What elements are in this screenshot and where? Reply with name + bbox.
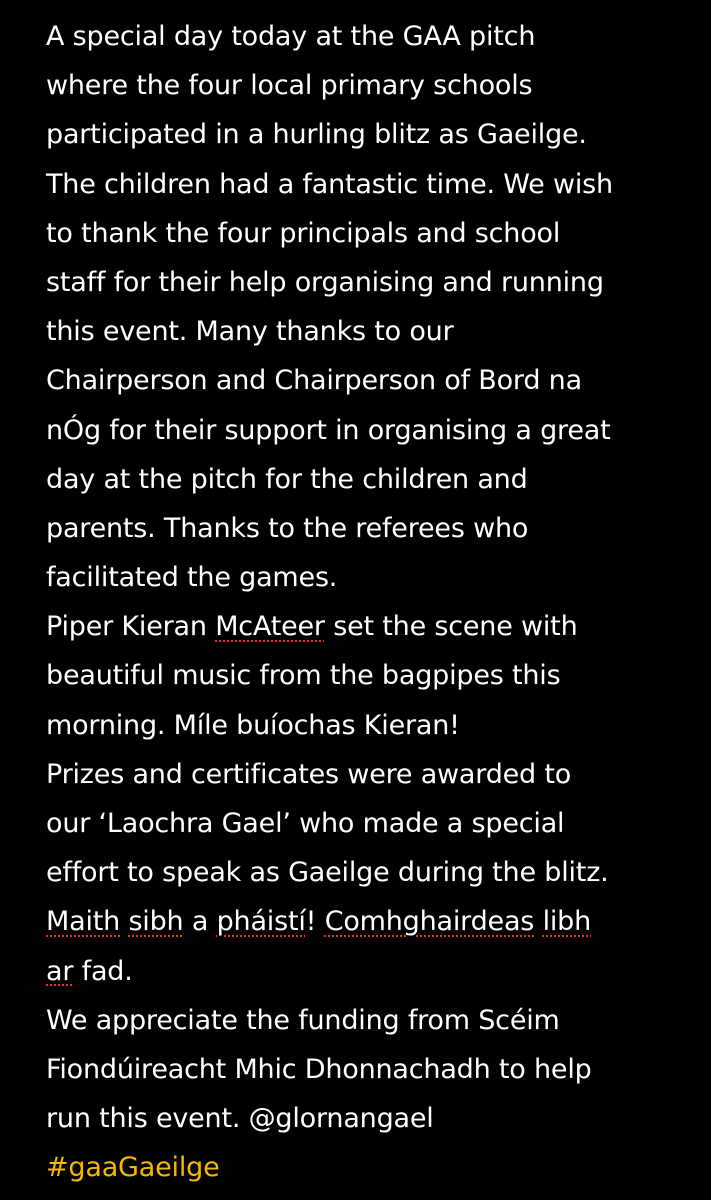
text-segment: a: [191, 906, 209, 938]
text-line: effort to speak as Gaeilge during the blitz.: [46, 857, 609, 889]
misspelled-word[interactable]: Comhghairdeas: [324, 906, 535, 938]
text-segment: Piper Kieran: [46, 611, 216, 643]
text-line: run this event. @glornangael: [46, 1103, 434, 1135]
text-line: this event. Many thanks to our: [46, 316, 454, 348]
text-line: Prizes and certificates were awarded to: [46, 758, 572, 790]
misspelled-word[interactable]: sibh: [128, 906, 184, 938]
text-segment: set the scene with: [324, 611, 578, 643]
misspelled-word[interactable]: libh: [542, 906, 592, 938]
text-segment: fad.: [73, 955, 133, 987]
text-line: where the four local primary schools: [46, 70, 533, 102]
text-line: The children had a fantastic time. We wish: [46, 168, 613, 200]
text-line: to thank the four principals and school: [46, 217, 561, 249]
text-line: [46, 897, 686, 946]
text-segment: !: [305, 906, 317, 938]
text-line: our ‘Laochra Gael’ who made a special: [46, 808, 565, 839]
text-line: facilitated the games.: [46, 562, 338, 594]
text-line: participated in a hurling blitz as Gaeilge.: [46, 119, 587, 151]
text-line: day at the pitch for the children and: [46, 463, 528, 495]
misspelled-word[interactable]: Maith: [46, 906, 121, 938]
text-line: Chairperson and Chairperson of Bord na: [46, 365, 582, 397]
text-line: [46, 602, 686, 651]
note-text-body[interactable]: [46, 12, 686, 1193]
text-line: Fiondúireacht Mhic Dhonnachadh to help: [46, 1053, 592, 1085]
hashtag-link[interactable]: #gaaGaeilge: [46, 1152, 220, 1184]
text-line: parents. Thanks to the referees who: [46, 512, 529, 544]
text-line: We appreciate the funding from Scéim: [46, 1004, 560, 1036]
misspelled-word[interactable]: McAteer: [215, 611, 325, 643]
misspelled-word[interactable]: pháistí: [216, 906, 306, 938]
text-line: beautiful music from the bagpipes this: [46, 660, 561, 692]
text-line: nÓg for their support in organising a great: [46, 414, 611, 446]
text-line: [46, 947, 686, 996]
text-line: A special day today at the GAA pitch: [46, 21, 536, 52]
text-line: morning. Míle buíochas Kieran!: [46, 709, 460, 741]
misspelled-word[interactable]: ar: [46, 955, 74, 987]
text-line: staff for their help organising and running: [46, 266, 604, 298]
